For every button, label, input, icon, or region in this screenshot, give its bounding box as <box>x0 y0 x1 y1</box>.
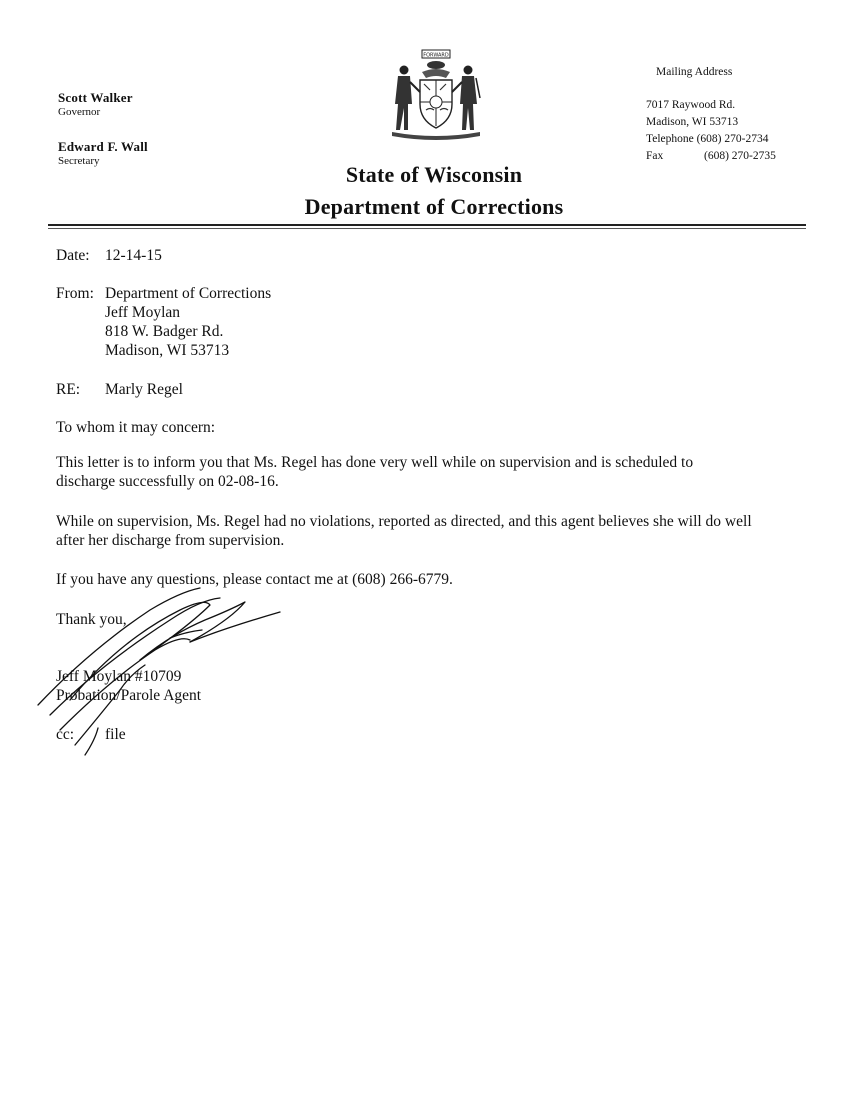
salutation: To whom it may concern: <box>56 419 216 436</box>
secretary-title: Secretary <box>58 155 100 167</box>
from-block <box>105 284 271 360</box>
state-seal-icon <box>384 48 488 144</box>
seal-motto: FORWARD <box>423 52 449 59</box>
fax-number: (608) 270-2735 <box>704 150 776 162</box>
date-line <box>56 246 162 265</box>
cc-label: cc: <box>56 726 75 743</box>
mailing-city: Madison, WI 53713 <box>646 116 739 128</box>
re-value: Marly Regel <box>105 381 183 398</box>
header-rule <box>48 224 806 226</box>
date-label: Date: <box>56 247 90 264</box>
re-line <box>56 380 183 399</box>
mailing-address <box>646 97 776 165</box>
paragraph-2-line-1: While on supervision, Ms. Regel had no violations, reported as directed, and this agent believes she will do well <box>56 513 752 530</box>
paragraph-1 <box>56 453 693 491</box>
cc-value: file <box>105 726 126 743</box>
mailing-label: Mailing Address <box>656 66 733 78</box>
signer-name: Jeff Moylan #10709 <box>56 668 182 685</box>
state-title: State of Wisconsin <box>345 162 523 187</box>
from-line-1: Department of Corrections <box>105 285 272 302</box>
from-line-4: Madison, WI 53713 <box>105 342 230 359</box>
governor-name: Scott Walker <box>58 90 133 105</box>
paragraph-1-line-1: This letter is to inform you that Ms. Regel has done very well while on supervision and is scheduled to <box>56 454 694 471</box>
cc-line <box>56 725 126 744</box>
date-value: 12-14-15 <box>105 247 162 264</box>
mailing-telephone: Telephone (608) 270-2734 <box>646 133 769 145</box>
officials-block <box>58 90 133 118</box>
governor-title: Governor <box>58 106 101 118</box>
from-line-3: 818 W. Badger Rd. <box>105 323 224 340</box>
from-line-2: Jeff Moylan <box>105 304 181 321</box>
paragraph-2-line-2: after her discharge from supervision. <box>56 532 285 549</box>
mailing-street: 7017 Raywood Rd. <box>646 99 736 111</box>
re-label: RE: <box>56 381 81 398</box>
paragraph-3: If you have any questions, please contact me at (608) 266-6779. <box>56 571 453 588</box>
closing: Thank you, <box>56 611 127 628</box>
department-title: Department of Corrections <box>304 194 564 219</box>
header-rule-thin <box>48 228 806 229</box>
signer-title: Probation/Parole Agent <box>56 687 202 704</box>
paragraph-2 <box>56 512 752 550</box>
fax-label: Fax <box>646 150 664 162</box>
from-label: From: <box>56 285 94 302</box>
paragraph-1-line-2: discharge successfully on 02-08-16. <box>56 473 279 490</box>
secretary-name: Edward F. Wall <box>58 139 148 154</box>
